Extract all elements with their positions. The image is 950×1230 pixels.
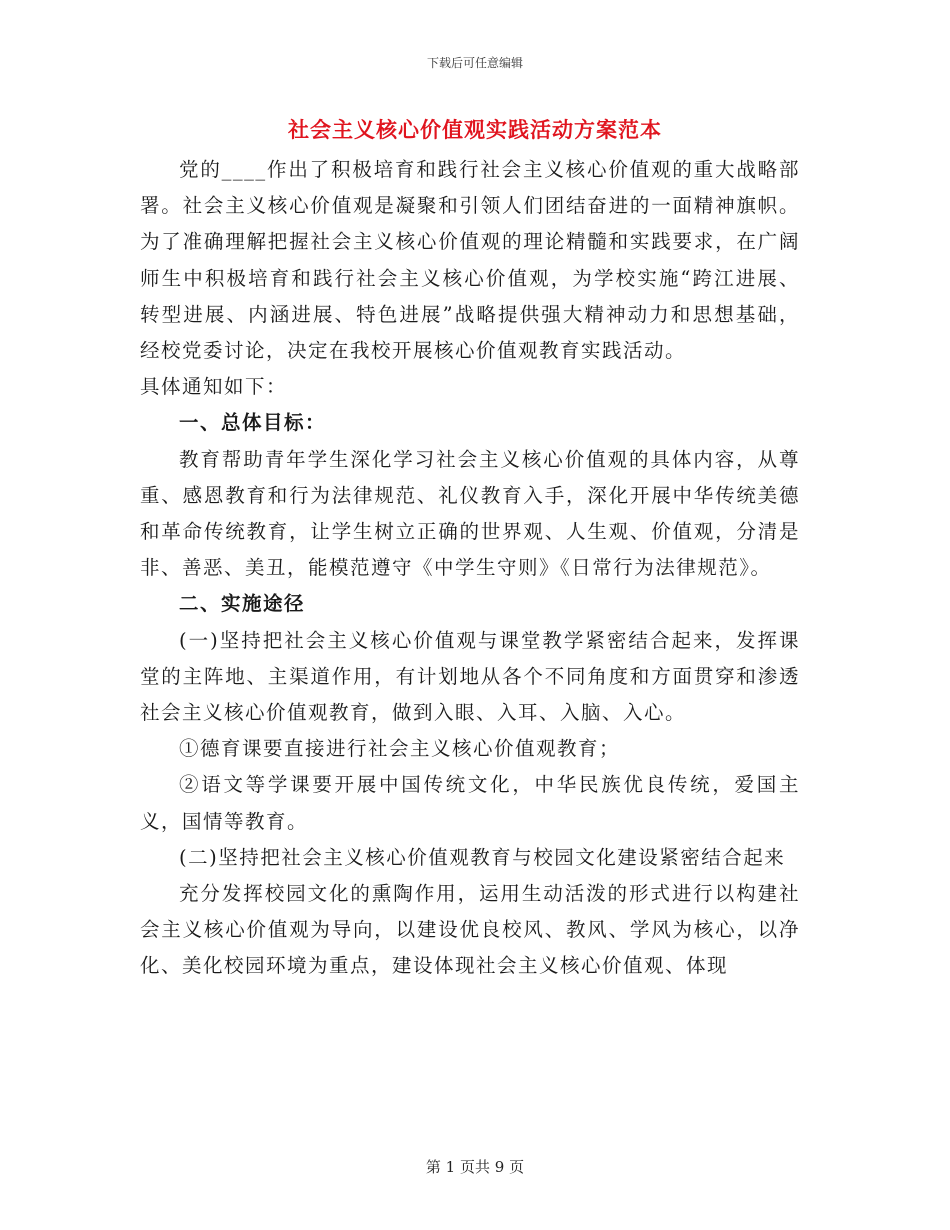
approach-point-1: ①德育课要直接进行社会主义核心价值观教育；	[179, 737, 621, 761]
intro-paragraph: 党的____作出了积极培育和践行社会主义核心价值观的重大战略部署。社会主义核心价值观是凝聚和引领人们团结奋进的一面精神旗帜。为了准确理解把握社会主义核心价值观的理论精髓和实践要求，在广阔师生中积极培育和践行社会主义核心价值观，为学校实施“跨江进展、转型进展、内涵进展、特色进展”战略提供强大精神动力和思想基础，经校党委讨论，决定在我校开展核心价值观教育实践活动。	[140, 158, 800, 363]
document-title: 社会主义核心价值观实践活动方案范本	[288, 117, 662, 142]
approach-item-2-text: 充分发挥校园文化的熏陶作用，运用生动活泼的形式进行以构建社会主义核心价值观为导向，以建设优良校风、教风、学风为核心，以净化、美化校园环境为重点，建设体现社会主义核心价值观、体现	[140, 882, 800, 978]
section-heading-goals: 一、总体目标：	[179, 411, 327, 435]
goals-paragraph: 教育帮助青年学生深化学习社会主义核心价值观的具体内容，从尊重、感恩教育和行为法律规范、礼仪教育入手，深化开展中华传统美德和革命传统教育，让学生树立正确的世界观、人生观、价值观，分清是非、善恶、美丑，能模范遵守《中学生守则》《日常行为法律规范》。	[140, 447, 800, 580]
approach-item-2: (二)坚持把社会主义核心价值观教育与校园文化建设紧密结合起来	[179, 845, 786, 869]
document-body	[140, 152, 800, 985]
approach-item-1: (一)坚持把社会主义核心价值观与课堂教学紧密结合起来，发挥课堂的主阵地、主渠道作用，有计划地从各个不同角度和方面贯穿和渗透社会主义核心价值观教育，做到入眼、入耳、入脑、入心。	[140, 628, 800, 725]
intro-closing: 具体通知如下：	[140, 375, 288, 399]
page-number: 第 1 页共 9 页	[425, 1158, 525, 1176]
approach-point-2: ②语文等学课要开展中国传统文化，中华民族优良传统，爱国主义，国情等教育。	[140, 773, 800, 833]
header-note: 下载后可任意编辑	[426, 56, 523, 70]
section-heading-approach: 二、实施途径	[179, 592, 306, 616]
